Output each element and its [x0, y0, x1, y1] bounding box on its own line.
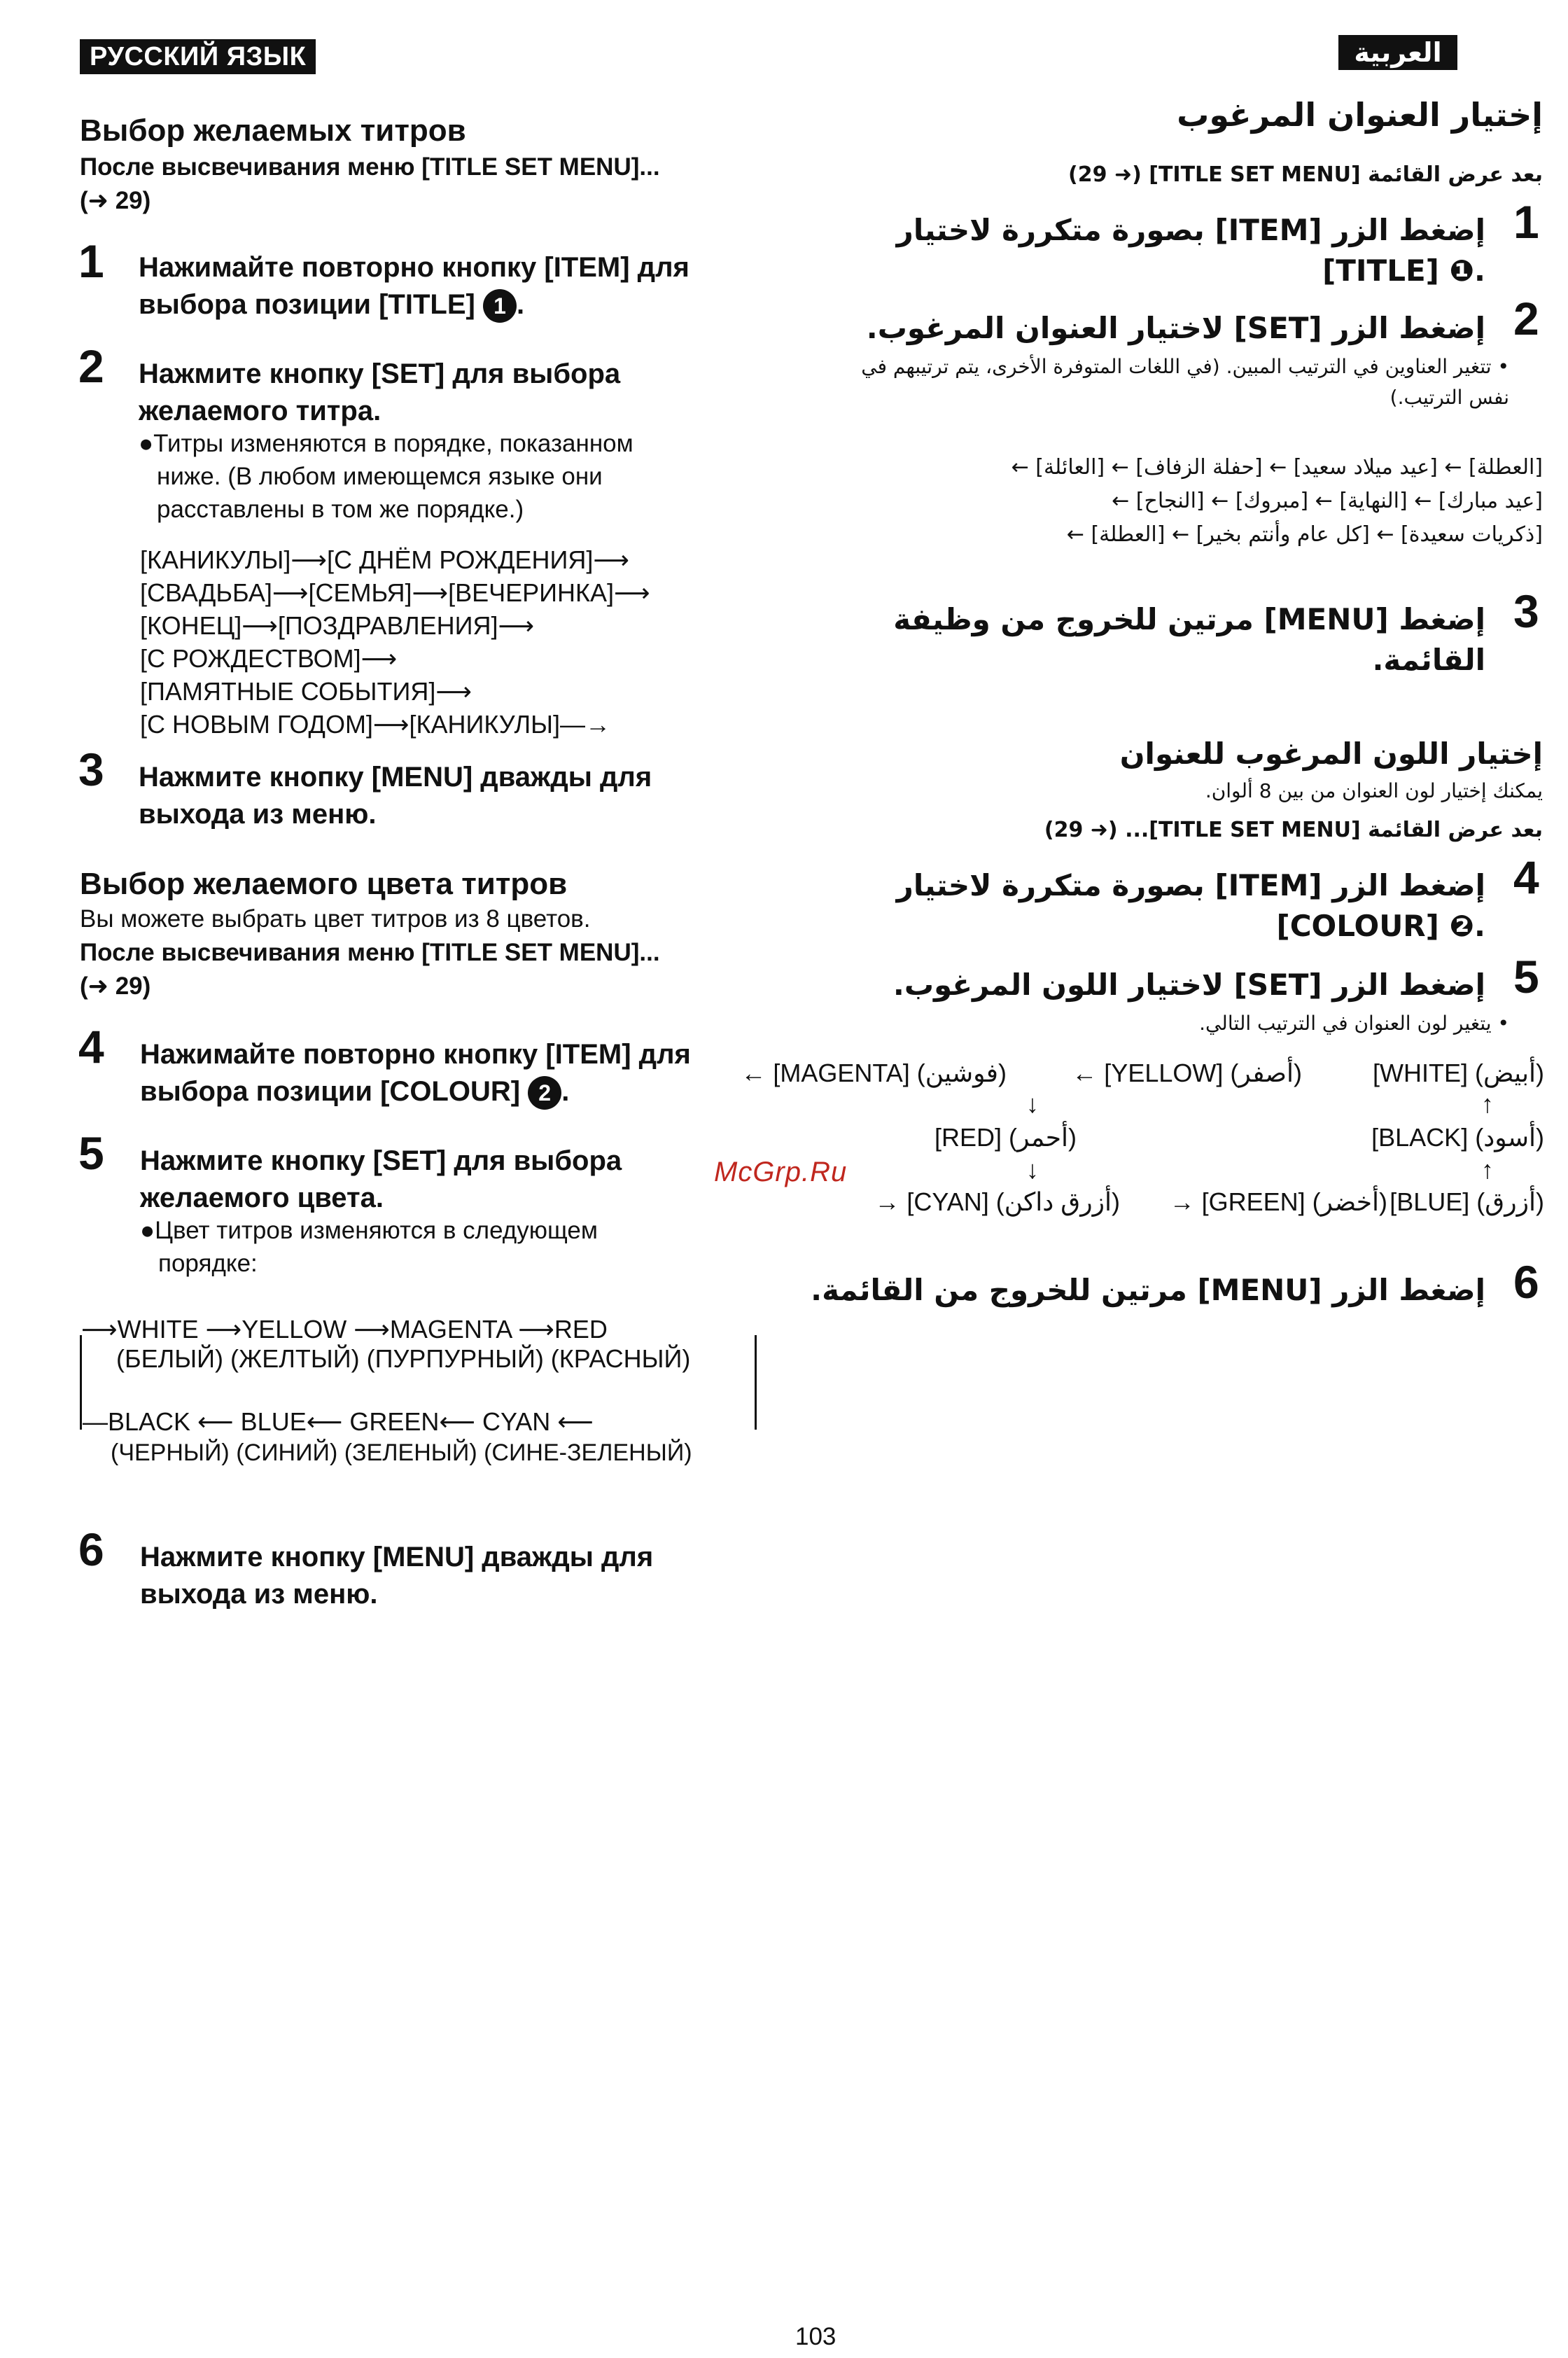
arabic-step-3-line-1: إضغط [MENU] مرتين للخروج من وظيفة	[893, 602, 1485, 636]
arabic-section-title-select-title: إختيار العنوان المرغوب	[1177, 96, 1543, 134]
note-line: ●Цвет титров изменяются в следующем	[140, 1217, 598, 1244]
step-3-text	[139, 759, 652, 833]
step-number-2: 2	[78, 340, 104, 392]
language-tag-russian: РУССКИЙ ЯЗЫК	[80, 39, 316, 74]
sequence-line: [ذكريات سعيدة] ← [كل عام وأنتم بخير] ← [العطلة] ←	[1066, 522, 1543, 547]
arabic-step-5-note: • يتغير لون العنوان في الترتيب التالي.	[1199, 1012, 1509, 1035]
step-number-4: 4	[78, 1021, 104, 1073]
sequence-line: [عيد مبارك] ← [النهاية] ← [مبروك] ← [النجاح] ←	[1112, 489, 1543, 513]
arabic-section-intro: بعد عرض القائمة [TITLE SET MENU]... (➜ 29)	[1044, 818, 1543, 842]
step-2-text	[139, 356, 620, 430]
arabic-section-intro: بعد عرض القائمة [TITLE SET MENU] (➜ 29)	[1068, 162, 1543, 187]
arabic-colour-green: → [GREEN] (أخضر)	[1169, 1187, 1387, 1216]
step-2-note	[139, 427, 634, 526]
colour-cycle-row-1: ⟶WHITE ⟶YELLOW ⟶MAGENTA ⟶RED	[81, 1315, 608, 1344]
note-line: نفس الترتيب.)	[1390, 386, 1509, 409]
step-2-line-1: Нажмите кнопку [SET] для выбора	[139, 358, 621, 389]
sequence-line: [КОНЕЦ]⟶[ПОЗДРАВЛЕНИЯ]⟶	[140, 611, 535, 640]
arabic-colour-red: [RED] (أحمر)	[934, 1123, 1077, 1152]
arabic-step-1-text	[785, 210, 1485, 291]
arabic-section-description: يمكنك إختيار لون العنوان من بين 8 ألوان.	[1205, 779, 1543, 802]
step-3-line-1: Нажмите кнопку [MENU] дважды для	[139, 762, 652, 793]
arabic-step-number-6: 6	[1513, 1256, 1539, 1308]
step-5-line-2: желаемого цвета.	[140, 1183, 384, 1213]
step-1-line-1: Нажимайте повторно кнопку [ITEM] для	[139, 252, 690, 283]
sequence-line: [КАНИКУЛЫ]⟶[С ДНЁМ РОЖДЕНИЯ]⟶	[140, 545, 629, 574]
colour-cycle-row-2: —BLACK ⟵ BLUE⟵ GREEN⟵ CYAN ⟵	[83, 1407, 594, 1436]
arabic-step-number-1: 1	[1513, 196, 1539, 248]
step-1-line-2: выбора позиции [TITLE] 1 .	[139, 286, 690, 323]
arabic-colour-yellow: ← [YELLOW] (أصفر)	[1072, 1059, 1302, 1087]
arabic-step-number-4: 4	[1513, 851, 1539, 903]
step-5-note	[140, 1214, 598, 1280]
arabic-step-6-text: إضغط الزر [MENU] مرتين للخروج من القائمة.	[811, 1273, 1485, 1307]
arrow-up-icon: ↑	[1481, 1155, 1494, 1184]
note-line: расставлены в том же порядке.)	[157, 496, 524, 523]
sequence-line: [العطلة] ← [عيد ميلاد سعيد] ← [حفلة الزفاف] ← [العائلة] ←	[1011, 455, 1543, 480]
arabic-step-5-text: إضغط الزر [SET] لاختيار اللون المرغوب.	[892, 968, 1485, 1002]
circled-number-badge: 1	[483, 289, 517, 323]
step-4-line-2: выбора позиции [COLOUR] 2 .	[140, 1073, 691, 1110]
step-number-1: 1	[78, 235, 104, 287]
arabic-step-number-3: 3	[1513, 585, 1539, 637]
arabic-step-number-2: 2	[1513, 293, 1539, 344]
cycle-line-left	[80, 1335, 82, 1430]
arabic-step-4-line-1: إضغط الزر [ITEM] بصورة متكررة لاختيار	[896, 868, 1485, 902]
note-line: порядке:	[158, 1250, 258, 1277]
section-title-select-colour: Выбор желаемого цвета титров	[80, 867, 568, 901]
arrow-down-icon: ↓	[1026, 1155, 1039, 1184]
step-4-label: выбора позиции [COLOUR]	[140, 1076, 521, 1107]
arabic-colour-cyan: → [CYAN] (أزرق داكن)	[874, 1187, 1120, 1216]
arabic-step-number-5: 5	[1513, 951, 1539, 1003]
section-intro: После высвечивания меню [TITLE SET MENU]...	[80, 153, 660, 181]
sequence-line: [С НОВЫМ ГОДОМ]⟶[КАНИКУЛЫ]—→	[140, 710, 610, 739]
arabic-colour-magenta: ← [MAGENTA] (فوشين)	[741, 1059, 1007, 1087]
arrow-down-icon: ↓	[1026, 1089, 1039, 1118]
step-2-line-2: желаемого титра.	[139, 396, 382, 426]
note-line: ●Титры изменяются в порядке, показанном	[139, 430, 634, 457]
section-description: Вы можете выбрать цвет титров из 8 цветов.	[80, 905, 591, 933]
arabic-step-4-text	[785, 865, 1485, 947]
arabic-section-title-select-colour: إختيار اللون المرغوب للعنوان	[1119, 737, 1543, 771]
arabic-step-3-text	[785, 599, 1485, 681]
arabic-step-3-line-2: القائمة.	[1372, 643, 1485, 677]
cycle-line-right	[755, 1335, 757, 1430]
arabic-colour-black: [BLACK] (أسود)	[1371, 1123, 1544, 1152]
step-number-5: 5	[78, 1127, 104, 1179]
page-reference: (➜ 29)	[80, 187, 151, 214]
note-line: ниже. (В любом имеющемся языке они	[157, 463, 603, 490]
colour-cycle-row-2-text: BLACK ⟵ BLUE⟵ GREEN⟵ CYAN ⟵	[108, 1407, 594, 1436]
arabic-step-1-line-1: إضغط الزر [ITEM] بصورة متكررة لاختيار	[896, 213, 1485, 247]
step-1-text	[139, 249, 690, 323]
step-number-3: 3	[78, 744, 104, 795]
sequence-line: [С РОЖДЕСТВОМ]⟶	[140, 644, 398, 673]
colour-cycle-row-2-translation: (ЧЕРНЫЙ) (СИНИЙ) (ЗЕЛЕНЫЙ) (СИНЕ-ЗЕЛЕНЫЙ)	[111, 1439, 692, 1466]
page-reference: (➜ 29)	[80, 972, 151, 1000]
section-intro: После высвечивания меню [TITLE SET MENU]...	[80, 939, 660, 966]
page-number: 103	[795, 2323, 836, 2350]
step-3-line-2: выхода из меню.	[139, 799, 377, 830]
step-5-line-1: Нажмите кнопку [SET] для выбора	[140, 1145, 622, 1176]
language-tag-arabic: العربية	[1338, 35, 1457, 70]
arabic-step-2-text: إضغط الزر [SET] لاختيار العنوان المرغوب.	[866, 311, 1485, 345]
arrow-up-icon: ↑	[1481, 1089, 1494, 1118]
arabic-step-4-line-2: .❷ [COLOUR]	[1276, 909, 1485, 943]
watermark: McGrp.Ru	[714, 1157, 848, 1187]
step-6-line-2: выхода из меню.	[140, 1579, 378, 1610]
step-4-line-1: Нажимайте повторно кнопку [ITEM] для	[140, 1039, 691, 1070]
step-6-text	[140, 1539, 653, 1613]
step-5-text	[140, 1143, 622, 1217]
arabic-title-sequence	[843, 451, 1543, 552]
arabic-colour-blue: [BLUE] (أزرق)	[1390, 1187, 1544, 1216]
section-title-select-title: Выбор желаемых титров	[80, 113, 466, 148]
step-1-label: выбора позиции [TITLE]	[139, 289, 475, 320]
arabic-colour-white: [WHITE] (أبيض)	[1373, 1059, 1544, 1087]
arabic-step-1-line-2: .❶ [TITLE]	[1322, 253, 1485, 288]
step-number-6: 6	[78, 1523, 104, 1575]
title-sequence	[140, 543, 650, 741]
note-line: • تتغير العناوين في الترتيب المبين. (في اللغات المتوفرة الأخرى، يتم ترتيبهم في	[861, 355, 1509, 378]
colour-cycle-row-1-translation: (БЕЛЫЙ) (ЖЕЛТЫЙ) (ПУРПУРНЫЙ) (КРАСНЫЙ)	[116, 1344, 691, 1373]
step-4-text	[140, 1036, 691, 1110]
step-6-line-1: Нажмите кнопку [MENU] дважды для	[140, 1542, 654, 1572]
sequence-line: [СВАДЬБА]⟶[СЕМЬЯ]⟶[ВЕЧЕРИНКА]⟶	[140, 578, 650, 607]
sequence-line: [ПАМЯТНЫЕ СОБЫТИЯ]⟶	[140, 677, 472, 706]
arabic-step-2-note	[809, 351, 1509, 413]
circled-number-badge: 2	[528, 1076, 561, 1110]
